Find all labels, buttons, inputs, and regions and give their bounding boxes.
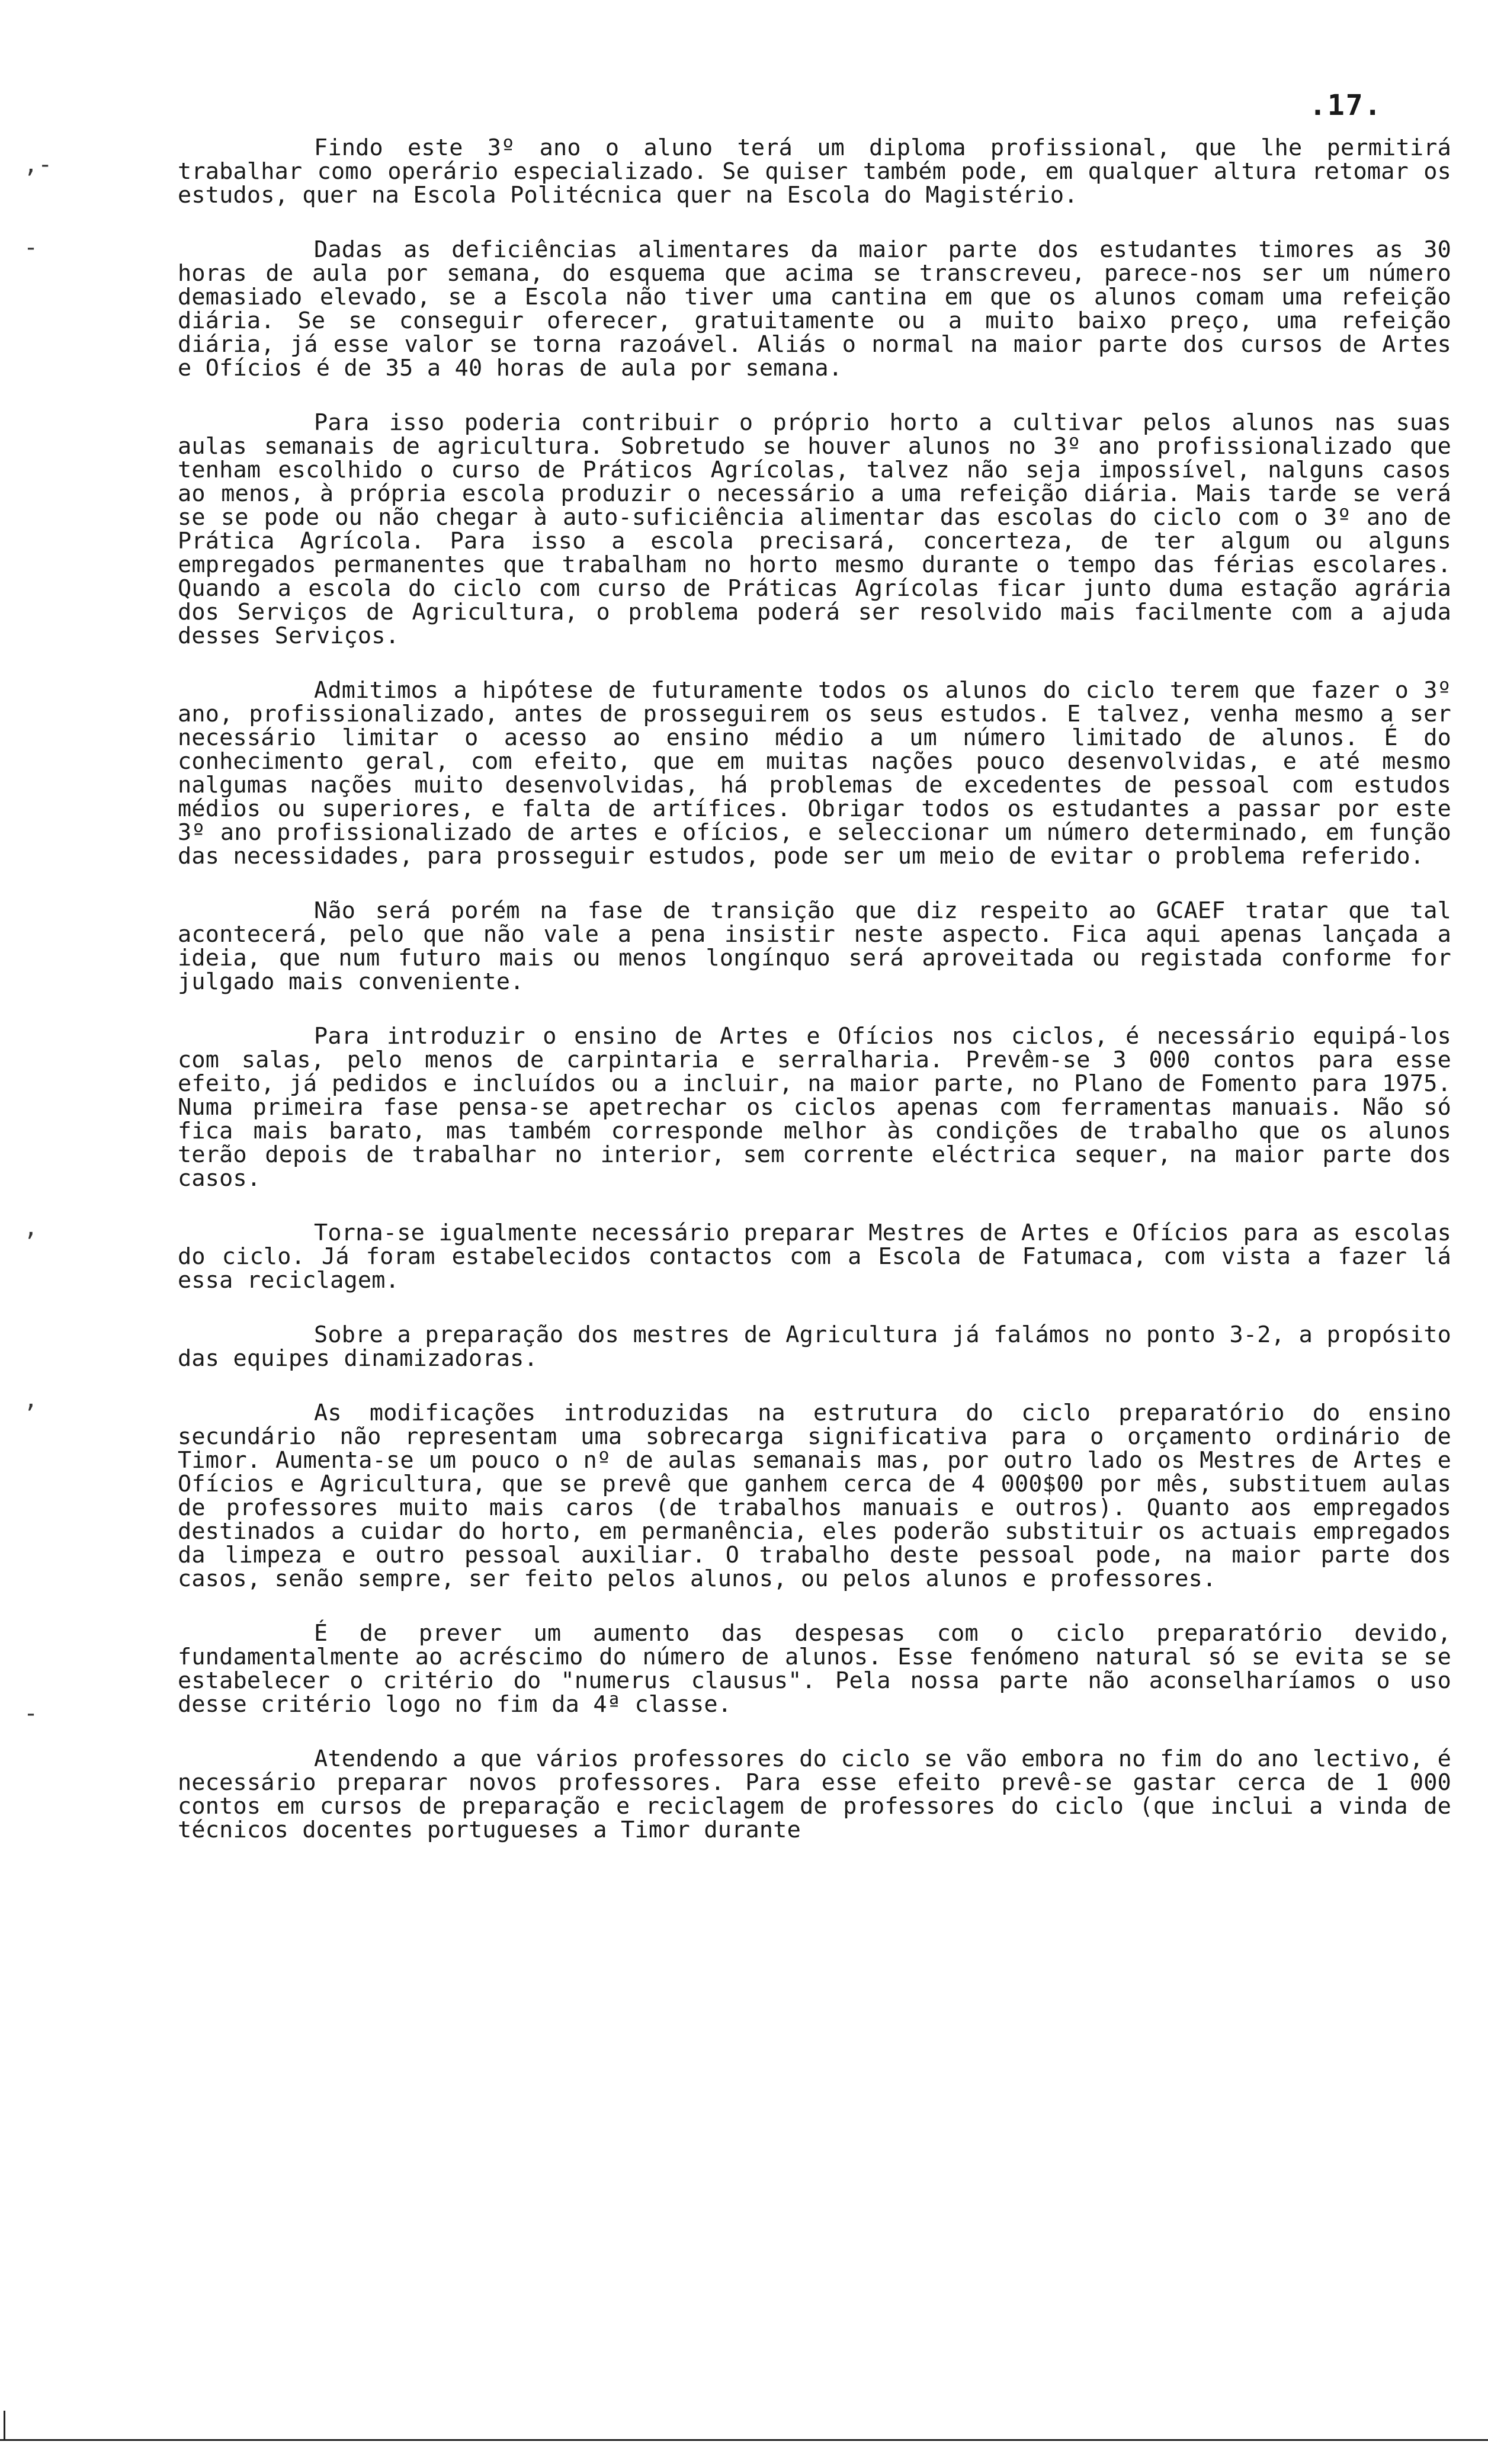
page-bottom-rule xyxy=(0,2439,1488,2441)
paragraph-transicao: Não será porém na fase de transição que diz respeito ao GCAEF tratar que tal acontecerá, pelo que não vale a pena insistir neste aspecto. Fica aqui apenas lançada a ideia, que num futuro mais ou menos longínquo será aproveitada ou registada conforme for julgado mais conveniente. xyxy=(178,897,1451,995)
margin-mark: ,- xyxy=(24,151,53,178)
margin-mark: - xyxy=(24,1700,39,1727)
paragraph-hipotese: Admitimos a hipótese de futuramente todos os alunos do ciclo terem que fazer o 3º ano, profissionalizado, antes de prosseguirem os seus estudos. E talvez, venha mesmo a ser necessário limitar o acesso ao ensino médio a um número limitado de alunos. É do conhecimento geral, com efeito, que em muitas nações pouco desenvolvidas, e até mesmo nalgumas nações muito desenvolvidas, há problemas de excedentes de pessoal com estudos médios ou superiores, e falta de artífices. Obrigar todos os estudantes a passar por este 3º ano profissionalizado de artes e ofícios, e seleccionar um número determinado, em função das necessidades, para prosseguir estudos, pode ser um meio de evitar o problema referido. xyxy=(178,677,1451,870)
paragraph-despesas: É de prever um aumento das despesas com o ciclo preparatório devido, fundamentalmente ao acréscimo do número de alunos. Esse fenómeno natural só se evita se se estabelecer o critério do "numerus clausus". Pela nossa parte não aconselharíamos o uso desse critério logo no fim da 4ª classe. xyxy=(178,1620,1451,1718)
margin-mark: - xyxy=(24,234,39,261)
paragraph-alimentacao: Dadas as deficiências alimentares da maior parte dos estudantes timores as 30 horas de aula por semana, do esquema que acima se transcreveu, parece-nos ser um número demasiado elevado, se a Escola não tiver uma cantina em que os alunos comam uma refeição diária. Se se conseguir oferecer, gratuitamente ou a muito baixo preço, uma refeição diária, já esse valor se torna razoável. Aliás o normal na maior parte dos cursos de Artes e Ofícios é de 35 a 40 horas de aula por semana. xyxy=(178,236,1451,381)
paragraph-artes-oficios: Para introduzir o ensino de Artes e Ofícios nos ciclos, é necessário equipá-los com salas, pelo menos de carpintaria e serralharia. Prevêm-se 3 000 contos para esse efeito, já pedidos e incluídos ou a incluir, na maior parte, no Plano de Fomento para 1975. Numa primeira fase pensa-se apetrechar os ciclos apenas com ferramentas manuais. Não só fica mais barato, mas também corresponde melhor às condições de trabalho que os alunos terão depois de trabalhar no interior, sem corrente eléctrica sequer, na maior parte dos casos. xyxy=(178,1023,1451,1192)
paragraph-diploma: Findo este 3º ano o aluno terá um diploma profissional, que lhe permitirá trabalhar como operário especializado. Se quiser também pode, em qualquer altura retomar os estudos, quer na Escola Politécnica quer na Escola do Magistério. xyxy=(178,134,1451,208)
paragraph-mestres: Torna-se igualmente necessário preparar Mestres de Artes e Ofícios para as escolas do ciclo. Já foram estabelecidos contactos com a Escola de Fatumaca, com vista a fazer lá essa reciclagem. xyxy=(178,1220,1451,1294)
margin-mark: , xyxy=(24,1214,39,1241)
paragraph-agricultura: Sobre a preparação dos mestres de Agricultura já falámos no ponto 3-2, a propósito das equipes dinamizadoras. xyxy=(178,1321,1451,1372)
paragraph-professores: Atendendo a que vários professores do ciclo se vão embora no fim do ano lectivo, é necessário preparar novos professores. Para esse efeito prevê-se gastar cerca de 1 000 contos em cursos de preparação e reciclagem de professores do ciclo (que inclui a vinda de técnicos docentes portugueses a Timor durante xyxy=(178,1746,1451,1843)
paragraph-horto: Para isso poderia contribuir o próprio horto a cultivar pelos alunos nas suas aulas semanais de agricultura. Sobretudo se houver alunos no 3º ano profissionalizado que tenham escolhido o curso de Práticos Agrícolas, talvez não seja impossível, nalguns casos ao menos, à própria escola produzir o necessário a uma refeição diária. Mais tarde se verá se se pode ou não chegar à auto-suficiência alimentar das escolas do ciclo com o 3º ano de Prática Agrícola. Para isso a escola precisará, concerteza, de ter algum ou alguns empregados permanentes que trabalham no horto mesmo durante o tempo das férias escolares. Quando a escola do ciclo com curso de Práticas Agrícolas ficar junto duma estação agrária dos Serviços de Agricultura, o problema poderá ser resolvido mais facilmente com a ajuda desses Serviços. xyxy=(178,409,1451,649)
margin-mark: , xyxy=(24,1386,39,1413)
page-edge-mark xyxy=(4,2411,5,2440)
paragraph-orcamento: As modificações introduzidas na estrutura do ciclo preparatório do ensino secundário não representam uma sobrecarga significativa para o orçamento ordinário de Timor. Aumenta-se um pouco o nº de aulas semanais mas, por outro lado os Mestres de Artes e Ofícios e Agricultura, que se prevê que ganhem cerca de 4 000$00 por mês, substituem aulas de professores muito mais caros (de trabalhos manuais e outros). Quanto aos empregados destinados a cuidar do horto, em permanência, eles poderão substituir os actuais empregados da limpeza e outro pessoal auxiliar. O trabalho deste pessoal pode, na maior parte dos casos, senão sempre, ser feito pelos alunos, ou pelos alunos e professores. xyxy=(178,1400,1451,1592)
document-body xyxy=(178,136,1451,1873)
page-number: .17. xyxy=(1309,89,1383,122)
